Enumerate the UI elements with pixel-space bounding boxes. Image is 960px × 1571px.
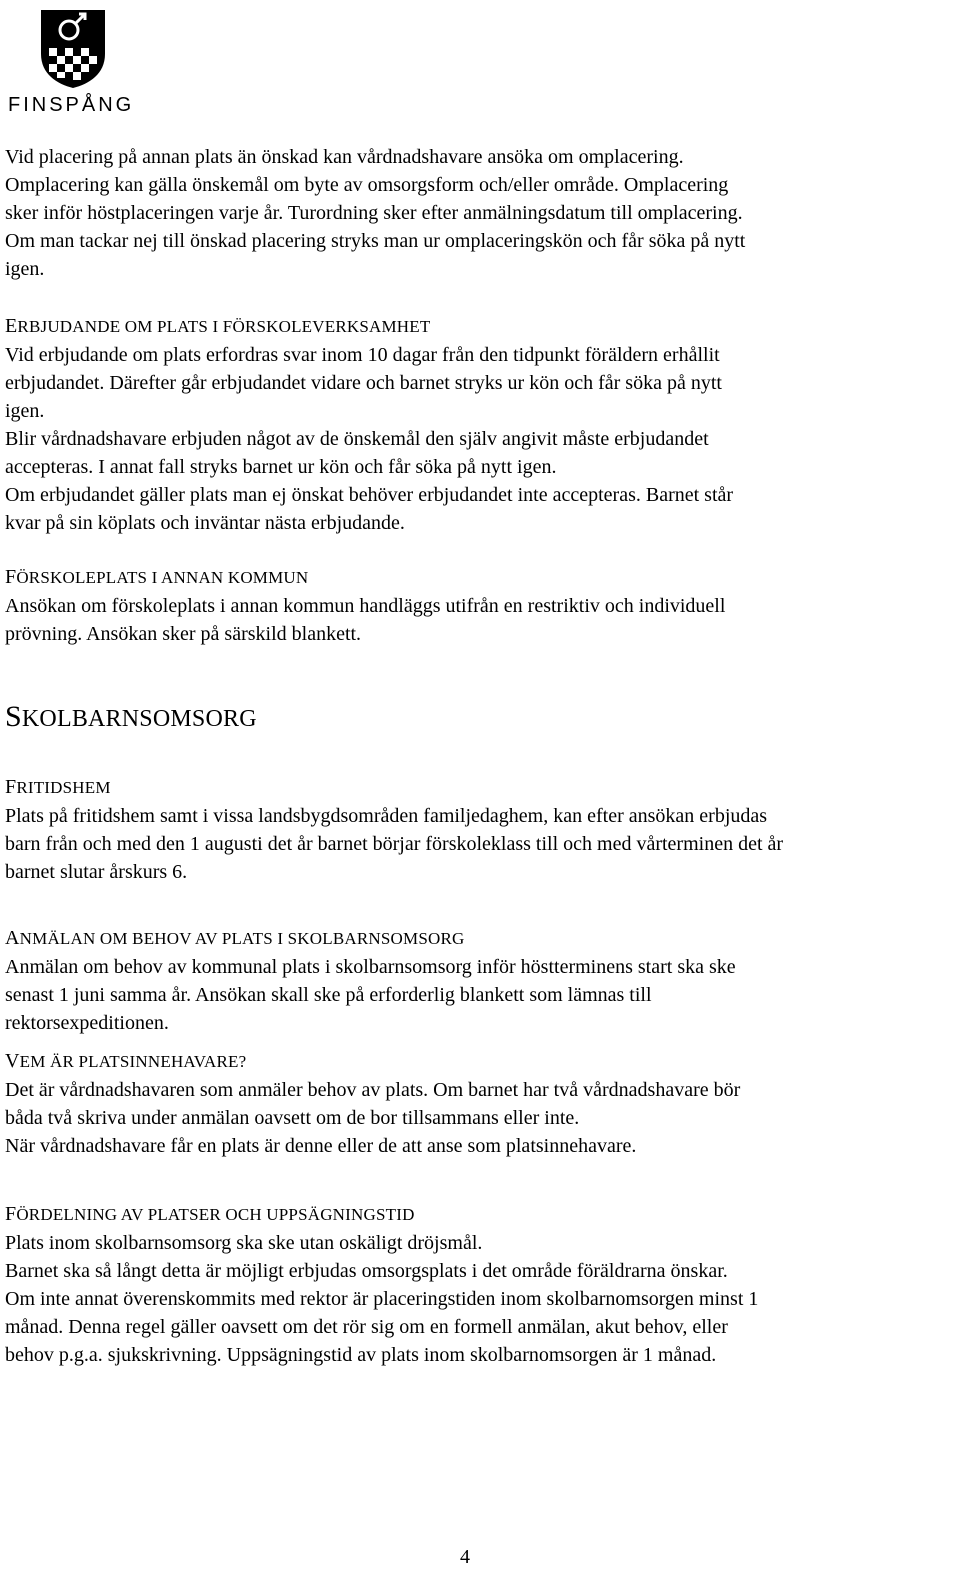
section-heading: FÖRSKOLEPLATS I ANNAN KOMMUN <box>5 566 309 588</box>
body-line: Blir vårdnadshavare erbjuden något av de önskemål den själv angivit måste erbjudandet <box>5 428 709 450</box>
body-line: accepteras. I annat fall stryks barnet ur kön och får söka på nytt igen. <box>5 456 557 478</box>
logo-text: FINSPÅNG <box>8 94 135 116</box>
section-heading: VEM ÄR PLATSINNEHAVARE? <box>5 1050 247 1072</box>
body-line: Om erbjudandet gäller plats man ej önskat behöver erbjudandet inte accepteras. Barnet står <box>5 484 734 506</box>
body-line: barn från och med den 1 augusti det år barnet börjar förskoleklass till och med vårterminen det år <box>5 833 784 855</box>
page-number: 4 <box>460 1546 470 1568</box>
section-skolbarnsomsorg <box>5 697 957 740</box>
body-line: igen. <box>5 400 45 422</box>
body-line: senast 1 juni samma år. Ansökan skall ske på erforderlig blankett som lämnas till <box>5 984 652 1006</box>
section-heading: ERBJUDANDE OM PLATS I FÖRSKOLEVERKSAMHET <box>5 315 431 337</box>
body-line: båda två skriva under anmälan oavsett om de bor tillsammans eller inte. <box>5 1107 580 1129</box>
body-line: behov p.g.a. sjukskrivning. Uppsägningstid av plats inom skolbarnomsorgen är 1 månad. <box>5 1344 717 1366</box>
finspang-logo <box>8 8 135 118</box>
section-platsinnehavare <box>5 1047 957 1160</box>
body-line: Ansökan om förskoleplats i annan kommun handläggs utifrån en restriktiv och individuell <box>5 595 726 617</box>
section-heading: FRITIDSHEM <box>5 776 111 798</box>
body-line: erbjudandet. Därefter går erbjudandet vidare och barnet stryks ur kön och får söka på nytt <box>5 372 722 394</box>
body-line: Det är vårdnadshavaren som anmäler behov av plats. Om barnet har två vårdnadshavare bör <box>5 1079 741 1101</box>
body-line: Anmälan om behov av kommunal plats i skolbarnsomsorg inför höstterminens start ska ske <box>5 956 736 978</box>
section-heading: FÖRDELNING AV PLATSER OCH UPPSÄGNINGSTID <box>5 1203 415 1225</box>
intro-line: Om man tackar nej till önskad placering stryks man ur omplaceringskön och får söka på nytt <box>5 230 746 252</box>
section-erbjudande <box>5 312 957 537</box>
section-fordelning <box>5 1200 957 1369</box>
intro-line: sker inför höstplaceringen varje år. Turordning sker efter anmälningsdatum till omplacering. <box>5 202 743 224</box>
intro-line: igen. <box>5 258 45 280</box>
body-line: När vårdnadshavare får en plats är denne eller de att anse som platsinnehavare. <box>5 1135 637 1157</box>
intro-line: Omplacering kan gälla önskemål om byte av omsorgsform och/eller område. Omplacering <box>5 174 729 196</box>
finspang-coat-of-arms-icon <box>39 8 107 90</box>
body-line: Om inte annat överenskommits med rektor är placeringstiden inom skolbarnomsorgen minst 1 <box>5 1288 759 1310</box>
body-line: Plats på fritidshem samt i vissa landsbygdsområden familjedaghem, kan efter ansökan erbjudas <box>5 805 768 827</box>
body-line: Plats inom skolbarnsomsorg ska ske utan oskäligt dröjsmål. <box>5 1232 483 1254</box>
body-line: barnet slutar årskurs 6. <box>5 861 188 883</box>
section-anmalan <box>5 924 957 1037</box>
body-line: prövning. Ansökan sker på särskild blankett. <box>5 623 362 645</box>
body-line: Barnet ska så långt detta är möjligt erbjudas omsorgsplats i det område föräldrarna önskar. <box>5 1260 728 1282</box>
section-annan-kommun <box>5 563 957 648</box>
intro-line: Vid placering på annan plats än önskad kan vårdnadshavare ansöka om omplacering. <box>5 146 684 168</box>
body-line: månad. Denna regel gäller oavsett om det rör sig om en formell anmälan, akut behov, eller <box>5 1316 728 1338</box>
section-fritidshem <box>5 773 957 886</box>
body-line: rektorsexpeditionen. <box>5 1012 169 1034</box>
intro-paragraph <box>5 143 957 283</box>
section-heading: ANMÄLAN OM BEHOV AV PLATS I SKOLBARNSOMSORG <box>5 927 465 949</box>
body-line: Vid erbjudande om plats erfordras svar inom 10 dagar från den tidpunkt föräldern erhållit <box>5 344 720 366</box>
page-section-title: SKOLBARNSOMSORG <box>5 700 257 733</box>
body-line: kvar på sin köplats och inväntar nästa erbjudande. <box>5 512 405 534</box>
